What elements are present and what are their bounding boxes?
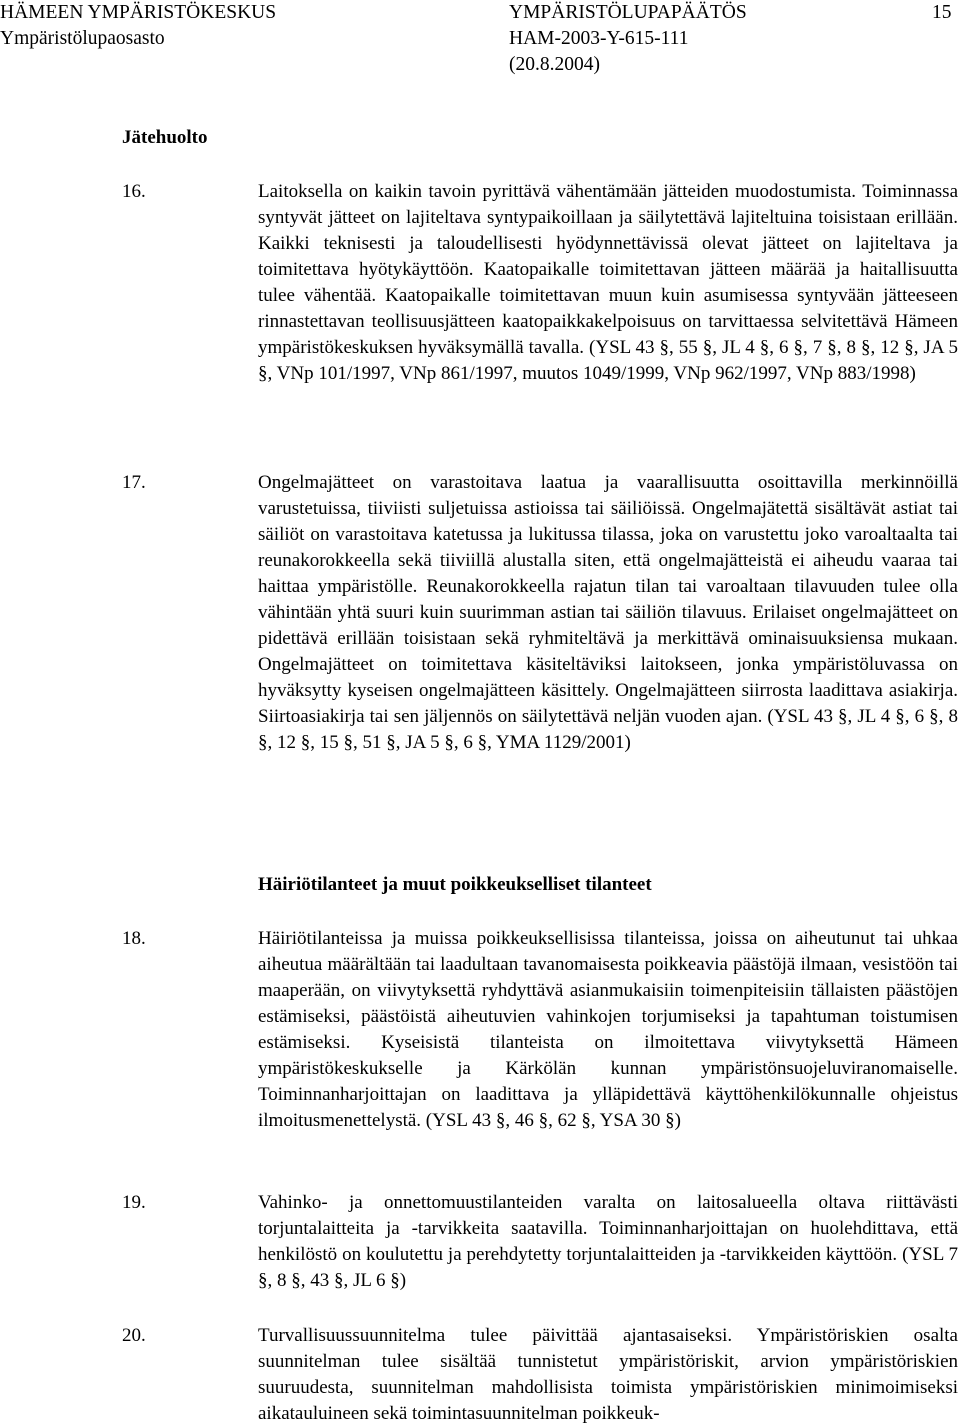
provision-number: 18. [122,928,146,949]
header-organization: HÄMEEN YMPÄRISTÖKESKUS [0,2,277,23]
header-document-type: YMPÄRISTÖLUPAPÄÄTÖS [509,2,747,23]
provision-number: 20. [122,1325,146,1346]
header-unit: Ympäristölupaosasto [0,28,165,49]
provision-item [122,179,958,387]
section-title-waste-management: Jätehuolto [122,127,208,148]
provision-text: Ongelmajätteet on varastoitava laatua ja vaarallisuutta osoittavilla merkinnöillä varustetuissa, tiiviisti suljetuissa astioissa tai säiliöissä. Ongelmajätettä sisältävät astiat tai säiliöt on varastoitava katetussa ja lukitussa tilassa, joka on varustettu joko varoaltaalta tai reunakorokkeella sekä tiiviillä alustalla siten, että ongelmajätteistä ei aiheudu vaaraa tai haittaa ympäristölle. Reunakorokkeella rajatun tilan tai varoaltaan tilavuuden tulee olla vähintään yhtä suuri kuin suurimman astian tai säiliön tilavuus. Erilaiset ongelmajätteet on pidettävä erillään toisistaan sekä ryhmiteltävä ja merkittävä ominaisuuksiensa mukaan. Ongelmajätteet on toimitettava käsiteltäviksi laitokseen, jonka ympäristöluvassa on hyväksytty kyseisen ongelmajätteen käsittely. Ongelmajätteen siirrosta laadittava asiakirja. Siirtoasiakirja tai sen jäljennös on säilytettävä neljän vuoden ajan. (YSL 43 §, JL 4 §, 6 §, 8 §, 12 §, 15 §, 51 §, JA 5 §, 6 §, YMA 1129/2001) [258,472,958,753]
provision-item [122,1190,958,1294]
header-document-id: HAM-2003-Y-615-111 [509,28,689,49]
header-date: (20.8.2004) [509,54,600,75]
page-number: 15 [932,2,952,23]
provision-text: Turvallisuussuunnitelma tulee päivittää ajantasaiseksi. Ympäristöriskien osalta suunnitelman tulee sisältää tunnistetut ympäristöriskit, arvion ympäristöriskien suuruudesta, suunnitelman mahdollisista toimista ympäristöriskien minimoimiseksi aikatauluineen sekä toimintasuunnitelman poikkeuk- [258,1325,958,1424]
subsection-title-disruptions: Häiriötilanteet ja muut poikkeukselliset tilanteet [258,874,652,895]
provision-text: Laitoksella on kaikin tavoin pyrittävä vähentämään jätteiden muodostumista. Toiminnassa syntyvät jätteet on lajiteltava syntypaikoillaan ja säilytettävä lajiteltuina toisistaan erillään. Kaikki teknisesti ja taloudellisesti hyödynnettävissä olevat jätteet on lajiteltava ja toimitettava hyötykäyttöön. Kaatopaikalle toimitettavan jätteen määrää ja haitallisuutta tulee vähentää. Kaatopaikalle toimitettavan muun kuin asumisessa syntyvään jätteeseen rinnastettavan teollisuusjätteen kaatopaikkakelpoisuus on tarvittaessa selvitettävä Hämeen ympäristökeskuksen hyväksymällä tavalla. (YSL 43 §, 55 §, JL 4 §, 6 §, 7 §, 8 §, 12 §, JA 5 §, VNp 101/1997, VNp 861/1997, muutos 1049/1999, VNp 962/1997, VNp 883/1998) [258,181,958,384]
provision-item [122,1323,958,1427]
provision-text: Vahinko- ja onnettomuustilanteiden varalta on laitosalueella oltava riittävästi torjuntalaitteita ja -tarvikkeita saatavilla. Toiminnanharjoittajan on huolehdittava, että henkilöstö on koulutettu ja perehdytetty torjuntalaitteiden ja -tarvikkeiden käyttöön. (YSL 7 §, 8 §, 43 §, JL 6 §) [258,1192,958,1291]
provision-number: 19. [122,1192,146,1213]
provision-number: 17. [122,472,146,493]
provision-text: Häiriötilanteissa ja muissa poikkeuksellisissa tilanteissa, joissa on aiheutunut tai uhkaa aiheutua määrältään tai laadultaan tavanomaisesta poikkeavia päästöjä ilmaan, vesistöön tai maaperään, on viivytyksettä ryhdyttävä asianmukaisiin toimenpiteisiin tällaisten päästöjen estämiseksi, päästöistä aiheutuvien vahinkojen torjumiseksi ja tapahtuman toistumisen estämiseksi. Kyseisistä tilanteista on ilmoitettava viivytyksettä Hämeen ympäristökeskukselle ja Kärkölän kunnan ympäristönsuojeluviranomaiselle. Toiminnanharjoittajan on laadittava ja ylläpidettävä käyttöhenkilökunnalle ohjeistus ilmoitusmenettelystä. (YSL 43 §, 46 §, 62 §, YSA 30 §) [258,928,958,1131]
provision-item [122,926,958,1134]
provision-number: 16. [122,181,146,202]
provision-item [122,470,958,756]
